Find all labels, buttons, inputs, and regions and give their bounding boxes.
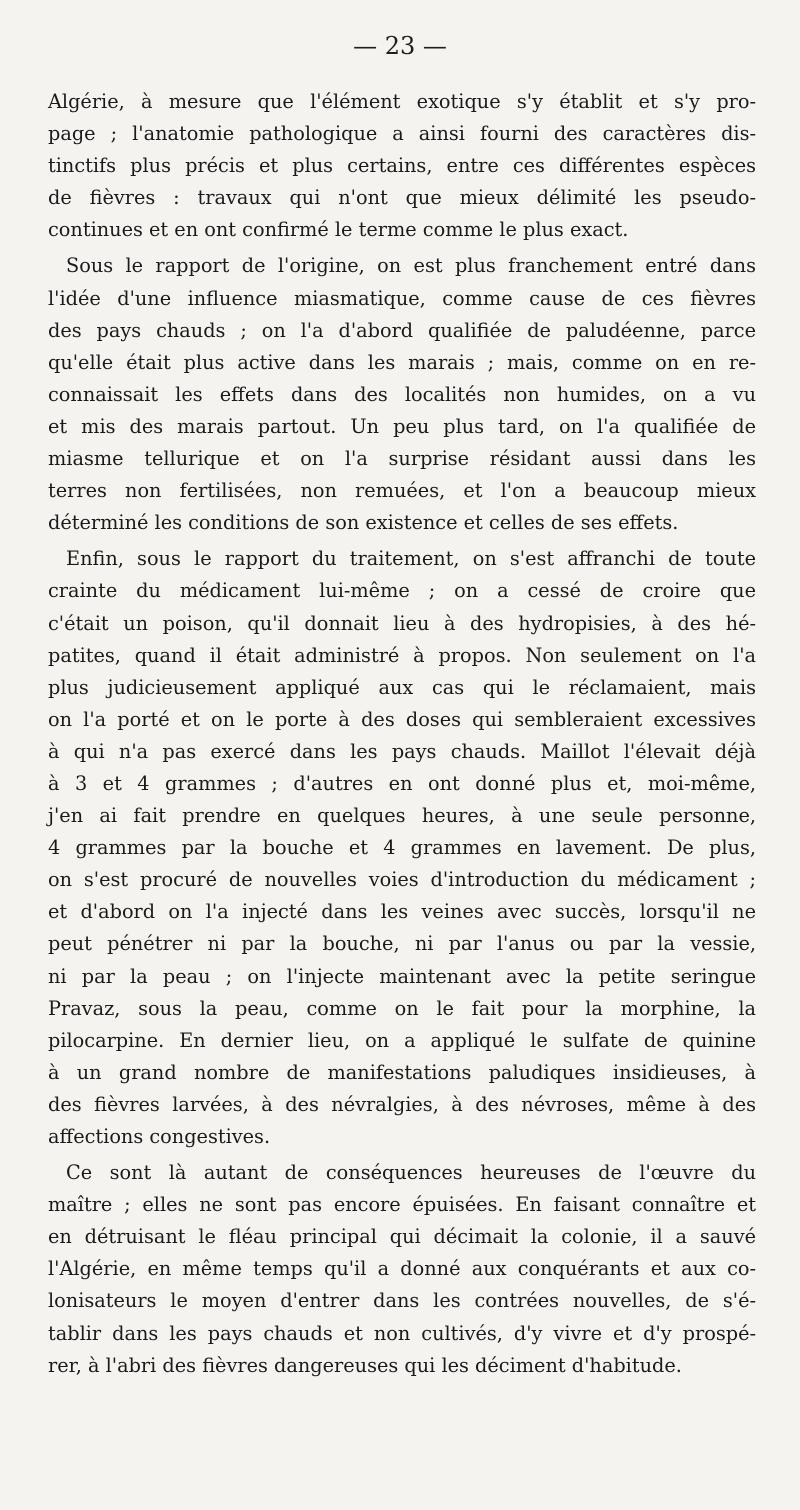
paragraph (48, 543, 756, 1153)
text-line: en détruisant le fléau principal qui décimait la colonie, il a sauvé (48, 1225, 756, 1249)
page-number: — 23 — (353, 32, 447, 60)
text-line: Ce sont là autant de conséquences heureuses de l'œuvre du (66, 1161, 756, 1185)
text-line: Pravaz, sous la peau, comme on le fait pour la morphine, la (48, 996, 756, 1020)
text-line: et d'abord on l'a injecté dans les veines avec succès, lorsqu'il ne (48, 900, 756, 924)
text-line: et mis des marais partout. Un peu plus tard, on l'a qualifiée de (48, 414, 756, 438)
text-line: 4 grammes par la bouche et 4 grammes en lavement. De plus, (48, 836, 756, 860)
text-line: des pays chauds ; on l'a d'abord qualifiée de paludéenne, parce (48, 318, 756, 342)
text-line: peut pénétrer ni par la bouche, ni par l'anus ou par la vessie, (48, 932, 756, 956)
text-line: terres non fertilisées, non remuées, et l'on a beaucoup mieux (48, 479, 756, 503)
text-line: l'idée d'une influence miasmatique, comme cause de ces fièvres (48, 286, 756, 310)
text-line: Sous le rapport de l'origine, on est plus franchement entré dans (66, 254, 756, 278)
text-line: pilocarpine. En dernier lieu, on a appliqué le sulfate de quinine (48, 1028, 756, 1052)
text-line: Algérie, à mesure que l'élément exotique s'y établit et s'y pro- (48, 90, 756, 113)
text-line: Enfin, sous le rapport du traitement, on s'est affranchi de toute (66, 547, 756, 571)
text-line: des fièvres larvées, à des névralgies, à des névroses, même à des (48, 1092, 756, 1116)
text-line: on s'est procuré de nouvelles voies d'introduction du médicament ; (48, 868, 756, 892)
text-line: page ; l'anatomie pathologique a ainsi fourni des caractères dis- (48, 122, 756, 146)
text-line: rer, à l'abri des fièvres dangereuses qui les déciment d'habitude. (48, 1353, 682, 1377)
text-line: j'en ai fait prendre en quelques heures, à une seule personne, (48, 804, 756, 828)
text-line: patites, quand il était administré à propos. Non seulement on l'a (48, 643, 756, 667)
text-line: tablir dans les pays chauds et non cultivés, d'y vivre et d'y prospé- (48, 1321, 756, 1345)
text-line: de fièvres : travaux qui n'ont que mieux délimité les pseudo- (48, 186, 756, 210)
text-line: on l'a porté et on le porte à des doses qui sembleraient excessives (48, 707, 756, 731)
text-line: plus judicieusement appliqué aux cas qui le réclamaient, mais (48, 675, 756, 699)
text-line: connaissait les effets dans des localités non humides, on a vu (48, 382, 756, 406)
text-line: tinctifs plus précis et plus certains, entre ces différentes espèces (48, 154, 756, 178)
paragraph (48, 1157, 756, 1382)
text-line: crainte du médicament lui-même ; on a cessé de croire que (48, 579, 756, 603)
text-line: continues et en ont confirmé le terme comme le plus exact. (48, 218, 629, 242)
text-line: lonisateurs le moyen d'entrer dans les contrées nouvelles, de s'é- (48, 1289, 756, 1313)
text-line: c'était un poison, qu'il donnait lieu à des hydropisies, à des hé- (48, 611, 756, 635)
text-line: miasme tellurique et on l'a surprise résidant aussi dans les (48, 447, 756, 471)
text-line: maître ; elles ne sont pas encore épuisées. En faisant connaître et (48, 1193, 756, 1217)
text-line: à 3 et 4 grammes ; d'autres en ont donné plus et, moi-même, (48, 771, 756, 795)
body-text (48, 86, 756, 1382)
text-line: à un grand nombre de manifestations paludiques insidieuses, à (48, 1060, 756, 1084)
text-line: ni par la peau ; on l'injecte maintenant avec la petite seringue (48, 964, 756, 988)
text-line: déterminé les conditions de son existence et celles de ses effets. (48, 511, 679, 535)
paragraph (48, 86, 756, 246)
paragraph (48, 250, 756, 539)
text-line: qu'elle était plus active dans les marais ; mais, comme on en re- (48, 350, 756, 374)
text-line: l'Algérie, en même temps qu'il a donné aux conquérants et aux co- (48, 1257, 756, 1281)
text-line: affections congestives. (48, 1125, 271, 1148)
text-line: à qui n'a pas exercé dans les pays chauds. Maillot l'élevait déjà (48, 739, 756, 763)
